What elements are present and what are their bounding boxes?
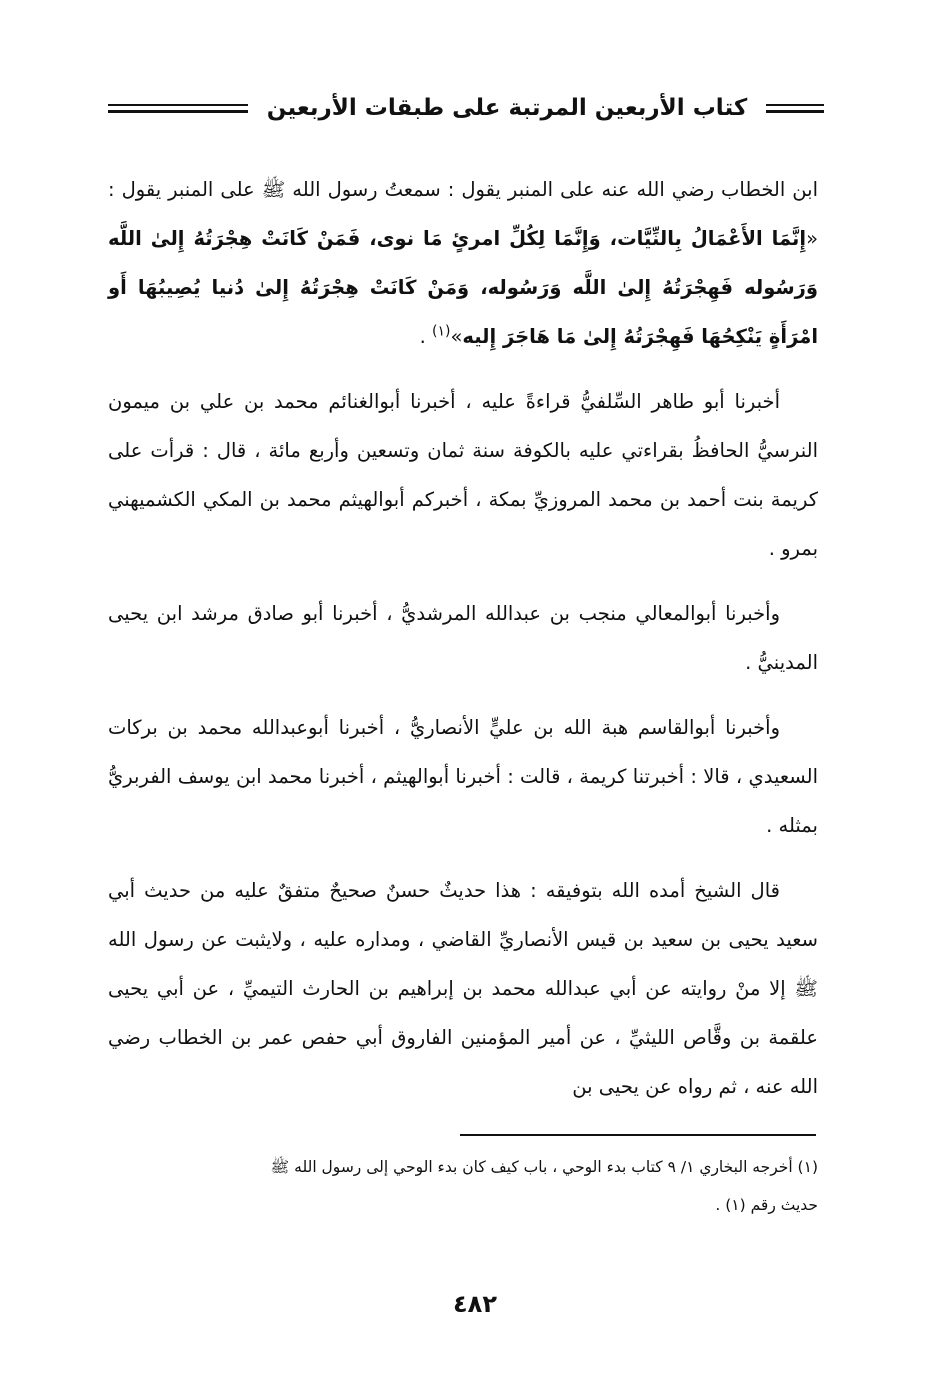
paragraph-4: وأخبرنا أبوالقاسم هبة الله بن عليٍّ الأنصاريُّ ، أخبرنا أبوعبدالله محمد بن بركات السعيدي ، قالا : أخبرتنا كريمة ، قالت : أخبرنا أبوالهيثم ، أخبرنا محمد ابن يوسف الفربريُّ بمثله .: [108, 716, 818, 837]
main-text: [108, 165, 818, 1127]
hadith-close-quote: »: [450, 325, 463, 348]
paragraph-3: وأخبرنا أبوالمعالي منجب بن عبدالله المرشديُّ ، أخبرنا أبو صادق مرشد ابن يحيى المدينيُّ .: [108, 602, 818, 674]
header-title: كتاب الأربعين المرتبة على طبقات الأربعين: [266, 95, 748, 121]
footnote-reference: (١): [431, 323, 451, 340]
paragraph-5: قال الشيخ أمده الله بتوفيقه : هذا حديثٌ حسنٌ صحيحٌ متفقٌ عليه من حديث أبي سعيد يحيى بن سعيد بن قيس الأنصاريِّ القاضي ، ومداره عليه ، ولايثبت عن رسول الله ﷺ إلا منْ روايته عن أبي عبدالله محمد بن إبراهيم بن الحارث التيميِّ ، عن أبي يحيى علقمة بن وقَّاص الليثيِّ ، عن أمير المؤمنين الفاروق أبي حفص عمر بن الخطاب رضي الله عنه ، ثم رواه عن يحيى بن: [108, 879, 818, 1098]
footnote-separator: [460, 1134, 816, 1136]
hadith-text: إِنَّمَا الأَعْمَالُ بِالنِّيَّات، وَإِنَّمَا لِكُلِّ امرئٍ مَا نوى، فَمَنْ كَانَتْ هِجْرَتُهُ إِلىٰ اللَّه وَرَسُوله فَهِجْرَتُهُ إِلىٰ اللَّه وَرَسُوله، وَمَنْ كَانَتْ هِجْرَتُهُ إِلىٰ دُنيا يُصِيبُهَا أَو امْرَأَةٍ يَنْكِحُهَا فَهِجْرَتُهُ إِلىٰ مَا هَاجَرَ إِليه: [108, 227, 818, 348]
header-rule-left: [108, 104, 248, 113]
footnote-line-2: حديث رقم (١) .: [715, 1196, 818, 1214]
header-rule-right: [766, 104, 824, 113]
footnote: [108, 1148, 818, 1224]
paragraph-1-end: .: [419, 325, 432, 348]
running-header: [108, 82, 824, 134]
paragraph-2: أخبرنا أبو طاهر السِّلفيُّ قراءةً عليه ، أخبرنا أبوالغنائم محمد بن علي بن ميمون النرسيُّ الحافظُ بقراءتي عليه بالكوفة سنة ثمان وتسعين وأربع مائة ، قال : قرأت على كريمة بنت أحمد بن محمد المروزيِّ بمكة ، أخبركم أبوالهيثم محمد بن المكي الكشميهني بمرو .: [108, 390, 818, 560]
paragraph-1-intro: ابن الخطاب رضي الله عنه على المنبر يقول : سمعتُ رسول الله ﷺ على المنبر يقول : «: [108, 178, 818, 250]
paragraph-1: [108, 165, 818, 361]
page-number: ٤٨٢: [453, 1290, 497, 1318]
footnote-line-1: (١) أخرجه البخاري ١/ ٩ كتاب بدء الوحي ، باب كيف كان بدء الوحي إلى رسول الله ﷺ: [270, 1158, 818, 1176]
